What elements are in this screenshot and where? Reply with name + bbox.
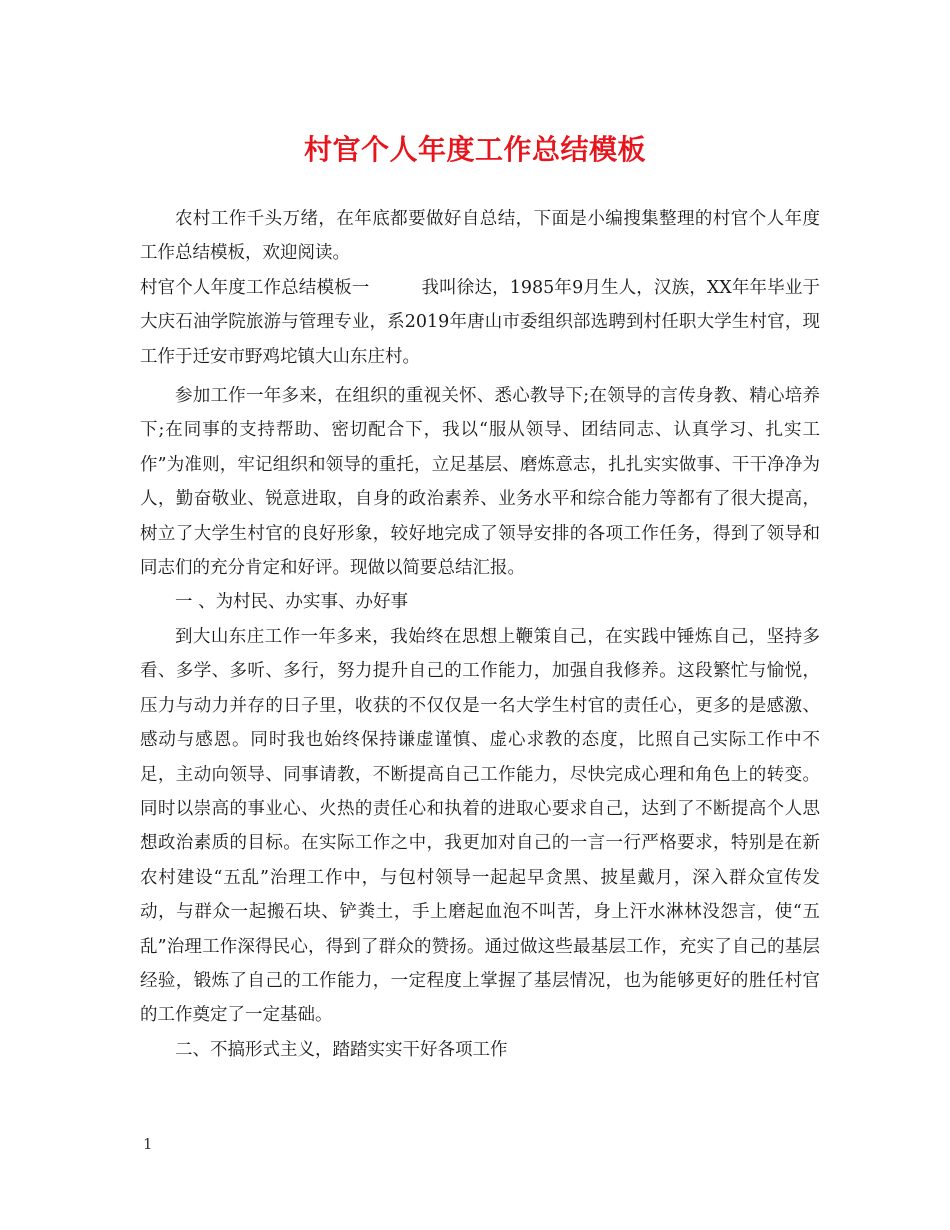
document-title: 村官个人年度工作总结模板 bbox=[303, 133, 646, 166]
document-body bbox=[140, 202, 820, 1067]
self-intro-text: 我叫徐达，1985年9月生人，汉族，XX年年毕业于大庆石油学院旅游与管理专业，系2019年唐山市委组织部选聘到村任职大学生村官，现工作于迁安市野鸡坨镇大山东庄村。 bbox=[140, 277, 820, 367]
intro-paragraph: 农村工作千头万绪，在年底都要做好自总结，下面是小编搜集整理的村官个人年度工作总结模板，欢迎阅读。 bbox=[140, 209, 820, 264]
section-two-heading: 二、不搞形式主义，踏踏实实干好各项工作 bbox=[175, 1039, 508, 1060]
template-intro-paragraph bbox=[140, 271, 820, 374]
section-one-paragraph: 到大山东庄工作一年多来，我始终在思想上鞭策自己，在实践中锤炼自己，坚持多看、多学、多听、多行，努力提升自己的工作能力，加强自我修养。这段繁忙与愉悦，压力与动力并存的日子里，收获的不仅仅是一名大学生村官的责任心，更多的是感激、感动与感恩。同时我也始终保持谦虚谨慎、虚心求教的态度，比照自己实际工作中不足，主动向领导、同事请教，不断提高自己工作能力，尽快完成心理和角色上的转变。同时以崇高的事业心、火热的责任心和执着的进取心要求自己，达到了不断提高个人思想政治素质的目标。在实际工作之中，我更加对自己的一言一行严格要求，特别是在新农村建设“五乱”治理工作中，与包村领导一起起早贪黑、披星戴月，深入群众宣传发动，与群众一起搬石块、铲粪土，手上磨起血泡不叫苦，身上汗水淋林没怨言，使“五乱”治理工作深得民心，得到了群众的赞扬。通过做这些最基层工作，充实了自己的基层经验，锻炼了自己的工作能力，一定程度上掌握了基层情况，也为能够更好的胜任村官的工作奠定了一定基础。 bbox=[140, 626, 820, 1026]
section-one-heading: 一 、为村民、办实事、办好事 bbox=[175, 592, 409, 613]
overview-paragraph: 参加工作一年多来，在组织的重视关怀、悉心教导下;在领导的言传身教、精心培养下;在同事的支持帮助、密切配合下，我以“服从领导、团结同志、认真学习、扎实工作”为准则，牢记组织和领导的重托，立足基层、磨炼意志，扎扎实实做事、干干净净为人，勤奋敬业、锐意进取，自身的政治素养、业务水平和综合能力等都有了很大提高，树立了大学生村官的良好形象，较好地完成了领导安排的各项工作任务，得到了领导和同志们的充分肯定和好评。现做以简要总结汇报。 bbox=[140, 386, 820, 579]
page-number: 1 bbox=[143, 1135, 153, 1153]
template-heading: 村官个人年度工作总结模板一 bbox=[140, 277, 370, 298]
